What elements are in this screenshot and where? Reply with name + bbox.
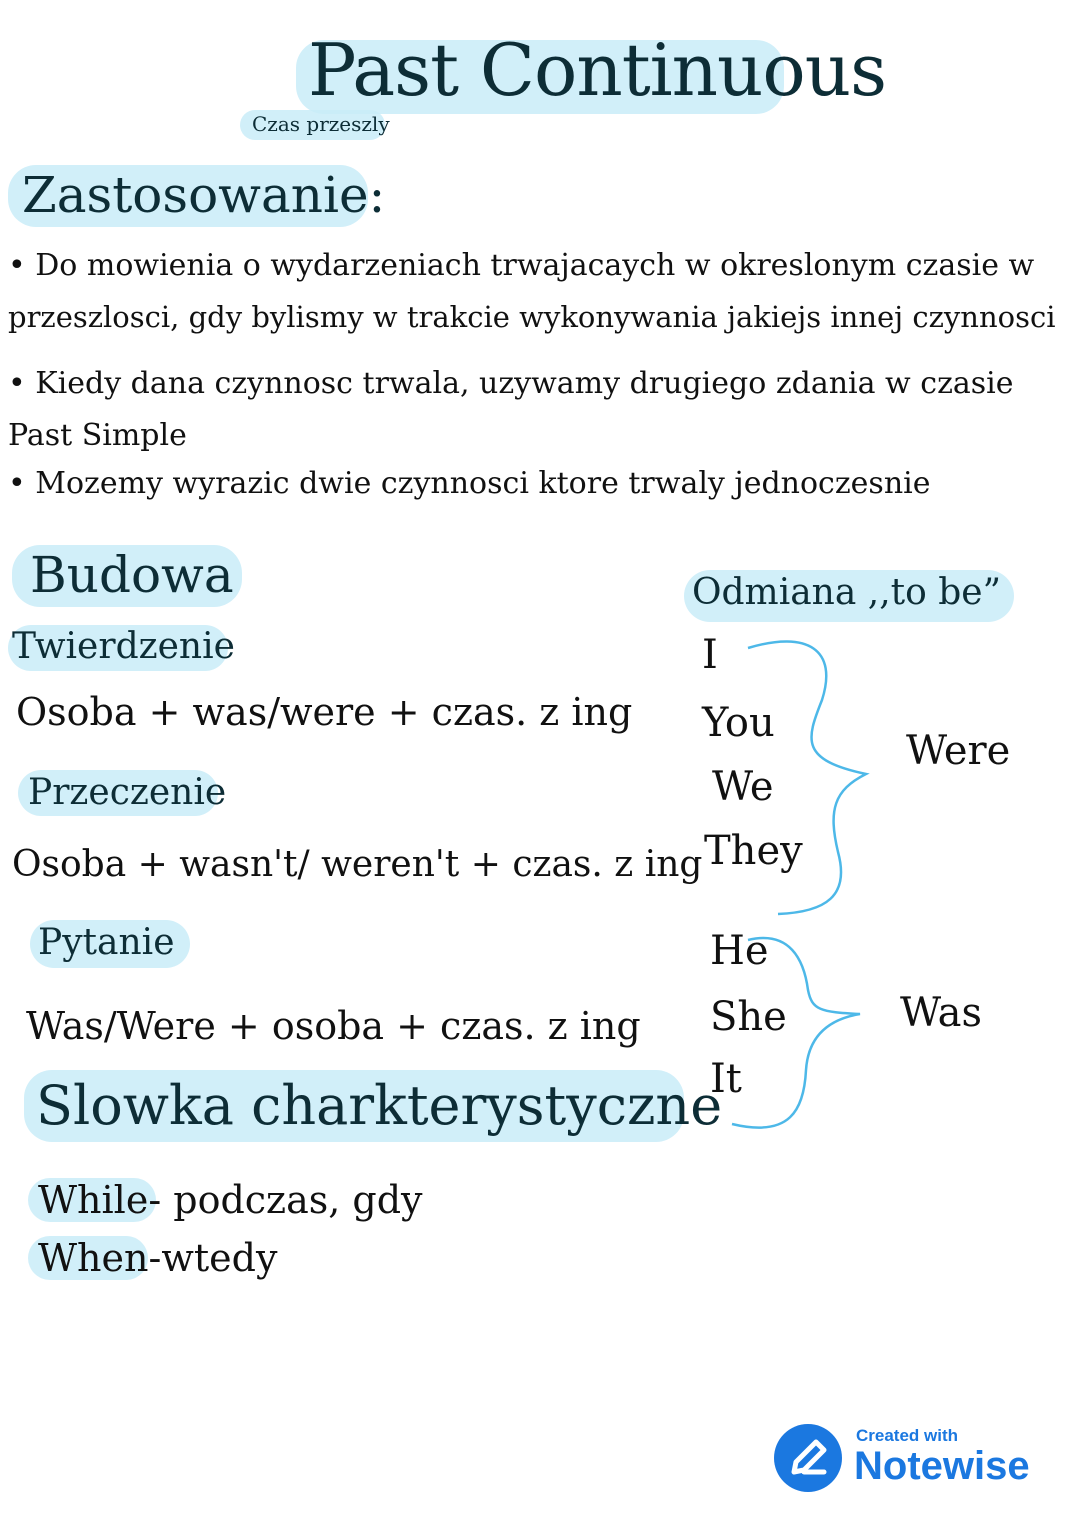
was-brace-icon bbox=[732, 938, 860, 1128]
were-brace-icon bbox=[748, 641, 866, 914]
negative-label: Przeczenie bbox=[28, 772, 227, 813]
brand-name: Notewise bbox=[854, 1444, 1030, 1488]
question-formula: Was/Were + osoba + czas. z ing bbox=[26, 1004, 641, 1048]
was-label: Was bbox=[900, 990, 983, 1036]
page-subtitle: Czas przeszly bbox=[252, 112, 390, 136]
page-title: Past Continuous bbox=[308, 28, 887, 112]
pronoun-you: You bbox=[702, 700, 775, 746]
keyword-when: When-wtedy bbox=[38, 1236, 278, 1280]
usage-line-5: • Mozemy wyrazic dwie czynnosci ktore trwaly jednoczesnie bbox=[8, 466, 931, 501]
notewise-logo bbox=[774, 1424, 842, 1492]
pronoun-he: He bbox=[710, 928, 769, 974]
affirmative-label: Twierdzenie bbox=[12, 626, 235, 667]
negative-formula: Osoba + wasn't/ weren't + czas. z ing bbox=[12, 844, 703, 885]
pronoun-they: They bbox=[704, 828, 803, 874]
usage-line-3: • Kiedy dana czynnosc trwala, uzywamy drugiego zdania w czasie bbox=[8, 366, 1014, 401]
conjugation-heading: Odmiana ,,to be” bbox=[692, 572, 1001, 613]
brand-created-with: Created with bbox=[856, 1426, 959, 1445]
usage-heading: Zastosowanie: bbox=[22, 166, 386, 224]
usage-line-1: • Do mowienia o wydarzeniach trwajacaych w okreslonym czasie w bbox=[8, 248, 1035, 283]
keyword-while: While- podczas, gdy bbox=[38, 1178, 423, 1222]
usage-line-2: przeszlosci, gdy bylismy w trakcie wykonywania jakiejs innej czynnosci bbox=[8, 300, 1056, 334]
were-label: Were bbox=[906, 728, 1011, 774]
pronoun-i: I bbox=[702, 632, 718, 678]
structure-heading: Budowa bbox=[30, 546, 234, 604]
affirmative-formula: Osoba + was/were + czas. z ing bbox=[16, 690, 633, 734]
pencil-icon bbox=[774, 1424, 842, 1492]
keywords-heading: Slowka charkterystyczne bbox=[36, 1074, 723, 1137]
question-label: Pytanie bbox=[38, 922, 175, 963]
usage-line-4: Past Simple bbox=[8, 418, 187, 453]
pronoun-she: She bbox=[710, 994, 787, 1040]
pronoun-we: We bbox=[712, 764, 774, 810]
pronoun-it: It bbox=[710, 1056, 742, 1102]
